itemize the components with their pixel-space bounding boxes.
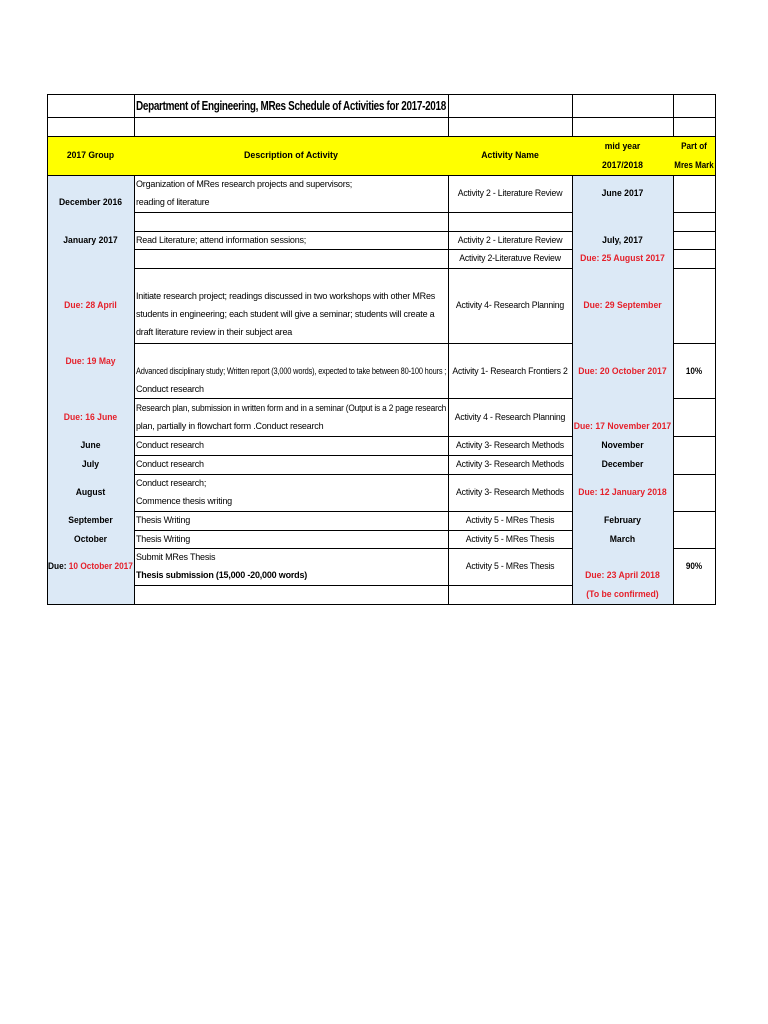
description-9: Thesis Writing bbox=[136, 514, 191, 525]
grid-line bbox=[448, 474, 573, 475]
group-september: September bbox=[68, 514, 113, 525]
description-8b: Commence thesis writing bbox=[136, 495, 232, 506]
group-december-2016: December 2016 bbox=[58, 196, 122, 207]
border-bottom bbox=[47, 604, 716, 605]
grid-line bbox=[673, 94, 674, 136]
activity-9: Activity 3- Research Methods bbox=[456, 486, 564, 497]
grid-line bbox=[572, 94, 573, 136]
grid-line bbox=[134, 175, 135, 605]
activity-11: Activity 5 - MRes Thesis bbox=[465, 533, 555, 544]
activity-3: Activity 2-Literatuve Review bbox=[459, 252, 561, 263]
description-7: Conduct research bbox=[136, 458, 204, 469]
description-3: Initiate research project; readings discussed in two workshops with other MRes students in engineering; each student will give a seminar; students will create a draft literature review in their subject area bbox=[136, 291, 436, 337]
page-title: Department of Engineering, MRes Schedule of Activities for 2017-2018 bbox=[136, 98, 446, 113]
midyear-june-2017: June 2017 bbox=[601, 187, 644, 198]
activity-2: Activity 2 - Literature Review bbox=[457, 234, 563, 245]
description-8a: Conduct research; bbox=[136, 477, 207, 488]
grid-line bbox=[448, 94, 449, 136]
group-january-2017: January 2017 bbox=[63, 234, 118, 245]
group-june: June bbox=[80, 439, 101, 450]
activity-7: Activity 3- Research Methods bbox=[456, 439, 564, 450]
activity-5: Activity 1- Research Frontiers 2 bbox=[452, 365, 568, 376]
description-5a: Research plan, submission in written form and in a seminar (Output is a 2 page research bbox=[136, 402, 447, 413]
grid-line bbox=[448, 585, 573, 586]
group-due-label: Due: bbox=[48, 560, 67, 571]
group-due-16-june: Due: 16 June bbox=[63, 411, 118, 422]
description-11b: Thesis submission (15,000 -20,000 words) bbox=[136, 569, 308, 580]
grid-line bbox=[448, 398, 573, 399]
grid-line bbox=[448, 548, 573, 549]
header-mark-line1: Part of bbox=[681, 140, 707, 151]
activity-1: Activity 2 - Literature Review bbox=[457, 187, 563, 198]
midyear-march: March bbox=[609, 533, 636, 544]
description-6: Conduct research bbox=[136, 439, 204, 450]
midyear-due-12-january: Due: 12 January 2018 bbox=[578, 486, 667, 497]
midyear-july-2017: July, 2017 bbox=[602, 234, 643, 245]
midyear-november: November bbox=[601, 439, 644, 450]
activity-10: Activity 5 - MRes Thesis bbox=[465, 514, 555, 525]
grid-line bbox=[134, 268, 449, 269]
description-4b: Conduct research bbox=[136, 383, 204, 394]
activity-4: Activity 4- Research Planning bbox=[455, 299, 565, 310]
midyear-due-25-august: Due: 25 August 2017 bbox=[580, 252, 665, 263]
grid-line bbox=[134, 212, 449, 213]
midyear-december: December bbox=[601, 458, 644, 469]
activity-8: Activity 3- Research Methods bbox=[456, 458, 564, 469]
description-11a: Submit MRes Thesis bbox=[136, 551, 216, 562]
midyear-due-17-november: Due: 17 November 2017 bbox=[573, 420, 672, 431]
grid-line bbox=[673, 175, 674, 605]
grid-line bbox=[673, 548, 716, 549]
activity-6: Activity 4 - Research Planning bbox=[454, 411, 566, 422]
description-1b: reading of literature bbox=[136, 196, 210, 207]
description-2: Read Literature; attend information sessions; bbox=[136, 234, 307, 245]
group-october: October bbox=[74, 533, 107, 544]
group-due-date: 10 October 2017 bbox=[68, 560, 133, 571]
description-4a: Advanced disciplinary study; Written report (3,000 words), expected to take between 80-100 hours ; bbox=[136, 365, 447, 376]
group-july: July bbox=[81, 458, 100, 469]
mark-10-percent: 10% bbox=[685, 365, 703, 376]
grid-line bbox=[673, 436, 716, 437]
grid-line bbox=[47, 117, 716, 118]
grid-line bbox=[673, 268, 716, 269]
midyear-due-23-april: Due: 23 April 2018 bbox=[585, 569, 660, 580]
group-august: August bbox=[75, 486, 106, 497]
grid-line bbox=[448, 343, 573, 344]
group-due-19-may: Due: 19 May bbox=[65, 355, 116, 366]
grid-line bbox=[673, 212, 716, 213]
group-due-10-october bbox=[47, 557, 134, 575]
mark-90-percent: 90% bbox=[685, 560, 703, 571]
group-due-28-april: Due: 28 April bbox=[64, 299, 117, 310]
grid-line bbox=[448, 268, 573, 269]
header-group: 2017 Group bbox=[66, 150, 115, 161]
midyear-due-29-september: Due: 29 September bbox=[583, 299, 662, 310]
midyear-to-be-confirmed: (To be confirmed) bbox=[586, 588, 659, 599]
grid-line bbox=[134, 343, 449, 344]
border-right bbox=[715, 94, 716, 605]
grid-line bbox=[673, 231, 716, 232]
header-midyear-line2: 2017/2018 bbox=[602, 159, 643, 170]
grid-line bbox=[673, 398, 716, 399]
header-activity: Activity Name bbox=[481, 150, 539, 161]
midyear-february: February bbox=[603, 514, 641, 525]
header-midyear-line1: mid year bbox=[604, 140, 641, 151]
midyear-due-20-october: Due: 20 October 2017 bbox=[578, 365, 667, 376]
grid-line bbox=[448, 212, 573, 213]
grid-line bbox=[673, 511, 716, 512]
grid-line bbox=[673, 474, 716, 475]
grid-line bbox=[673, 249, 716, 250]
description-1a: Organization of MRes research projects and supervisors; bbox=[136, 178, 353, 189]
header-mark-line2: Mres Mark bbox=[674, 159, 714, 170]
grid-line bbox=[673, 343, 716, 344]
header-description: Description of Activity bbox=[243, 150, 338, 161]
description-5b: plan, partially in flowchart form .Conduct research bbox=[136, 420, 324, 431]
description-10: Thesis Writing bbox=[136, 533, 191, 544]
grid-line bbox=[134, 585, 449, 586]
grid-line bbox=[134, 94, 135, 136]
grid-line bbox=[134, 249, 449, 250]
activity-12: Activity 5 - MRes Thesis bbox=[465, 560, 555, 571]
